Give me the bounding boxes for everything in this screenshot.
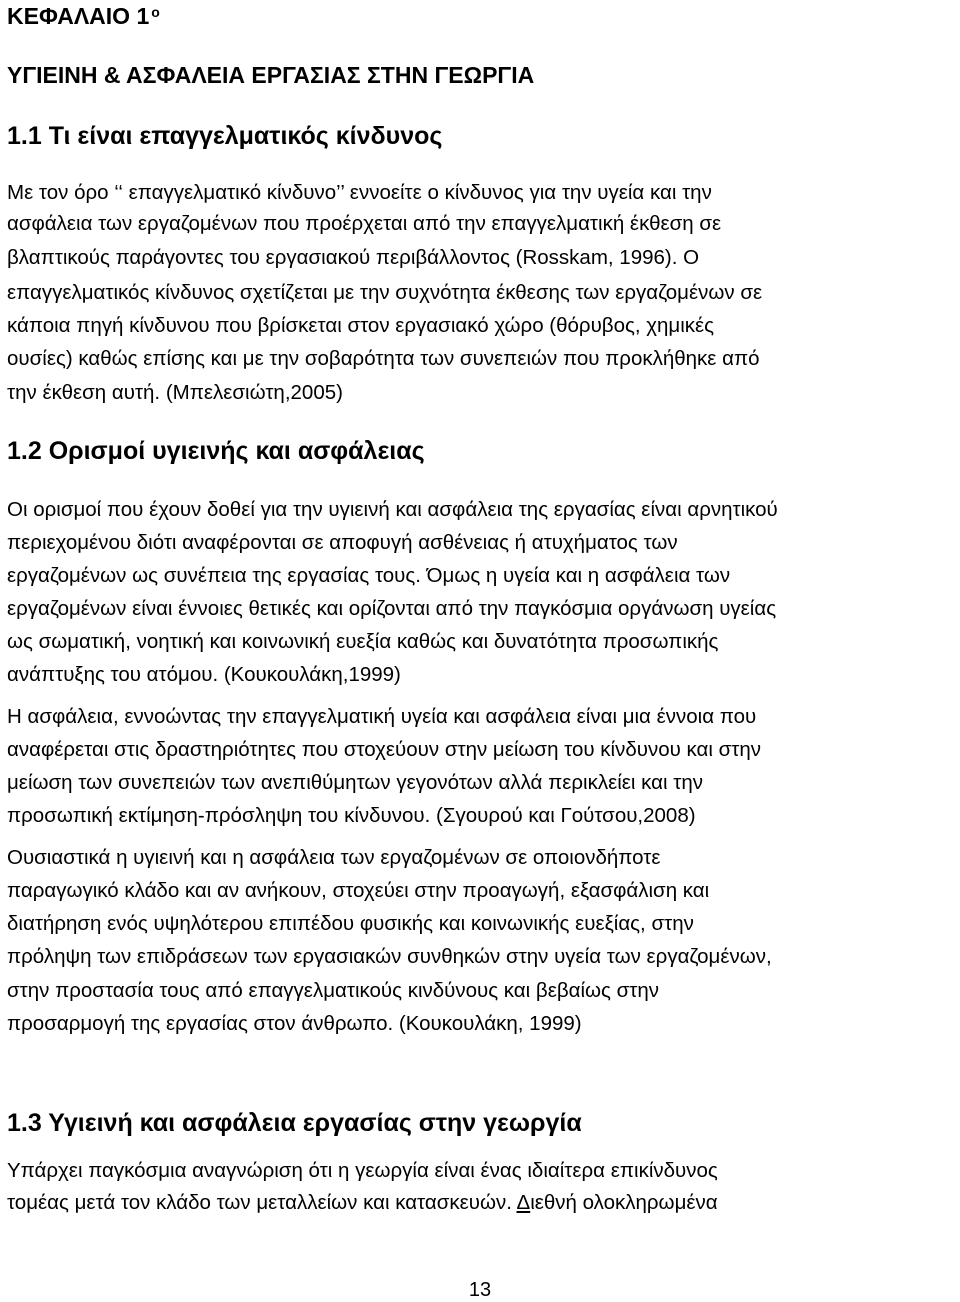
paragraph-line: αναφέρεται στις δραστηριότητες που στοχεύουν στην μείωση του κίνδυνου και στην bbox=[7, 738, 762, 761]
paragraph-line: βλαπτικούς παράγοντες του εργασιακού περιβάλλοντος (Rosskam, 1996). Ο bbox=[7, 246, 700, 269]
section-heading: 1.1 Τι είναι επαγγελματικός κίνδυνος bbox=[7, 122, 443, 150]
underlined-letter: Δ bbox=[516, 1191, 531, 1214]
paragraph-line: Η ασφάλεια, εννοώντας την επαγγελματική υγεία και ασφάλεια είναι μια έννοια που bbox=[7, 705, 757, 728]
page-number: 13 bbox=[468, 1279, 492, 1301]
paragraph-line: προσαρμογή της εργασίας στον άνθρωπο. (Κουκουλάκη, 1999) bbox=[7, 1012, 582, 1035]
paragraph-line-text: τομέας μετά τον κλάδο των μεταλλείων και κατασκευών. bbox=[7, 1191, 517, 1214]
paragraph-line: μείωση των συνεπειών των ανεπιθύμητων γεγονότων αλλά περικλείει και την bbox=[7, 771, 704, 794]
paragraph-line: Ουσιαστικά η υγιεινή και η ασφάλεια των εργαζομένων σε οποιονδήποτε bbox=[7, 846, 661, 869]
paragraph-line: Υπάρχει παγκόσμια αναγνώριση ότι η γεωργία είναι ένας ιδιαίτερα επικίνδυνος bbox=[7, 1159, 718, 1182]
paragraph-line: ουσίες) καθώς επίσης και με την σοβαρότητα των συνεπειών που προκλήθηκε από bbox=[7, 347, 760, 370]
paragraph-line: την έκθεση αυτή. (Μπελεσιώτη,2005) bbox=[7, 381, 343, 404]
chapter-subtitle: ΥΓΙΕΙΝΗ & ΑΣΦΑΛΕΙΑ ΕΡΓΑΣΙΑΣ ΣΤΗΝ ΓΕΩΡΓΙΑ bbox=[7, 62, 535, 88]
paragraph-line: Με τον όρο ‘‘ επαγγελματικό κίνδυνο’’ εννοείτε ο κίνδυνος για την υγεία και την bbox=[7, 181, 712, 204]
paragraph-line: επαγγελματικός κίνδυνος σχετίζεται με την συχνότητα έκθεσης των εργαζομένων σε bbox=[7, 281, 763, 304]
paragraph-line-text: ιεθνή ολοκληρωμένα bbox=[530, 1191, 718, 1214]
paragraph-line: κάποια πηγή κίνδυνου που βρίσκεται στον εργασιακό χώρο (θόρυβος, χημικές bbox=[7, 314, 715, 337]
chapter-title bbox=[7, 2, 160, 30]
paragraph-line: πρόληψη των επιδράσεων των εργασιακών συνθηκών στην υγεία των εργαζομένων, bbox=[7, 945, 772, 968]
chapter-title-superscript: ο bbox=[151, 4, 160, 20]
paragraph-line: εργαζομένων ως συνέπεια της εργασίας τους. Όμως η υγεία και η ασφάλεια των bbox=[7, 564, 731, 587]
paragraph-line: στην προστασία τους από επαγγελματικούς κινδύνους και βεβαίως στην bbox=[7, 979, 660, 1002]
paragraph-line: περιεχομένου διότι αναφέρονται σε αποφυγή ασθένειας ή ατυχήματος των bbox=[7, 531, 678, 554]
paragraph-line: εργαζομένων είναι έννοιες θετικές και ορίζονται από την παγκόσμια οργάνωση υγείας bbox=[7, 597, 777, 620]
paragraph-line: ασφάλεια των εργαζομένων που προέρχεται από την επαγγελματική έκθεση σε bbox=[7, 212, 722, 235]
paragraph-line: Οι ορισμοί που έχουν δοθεί για την υγιεινή και ασφάλεια της εργασίας είναι αρνητικού bbox=[7, 498, 778, 521]
paragraph-line: ως σωματική, νοητική και κοινωνική ευεξία καθώς και δυνατότητα προσωπικής bbox=[7, 630, 719, 653]
section-heading: 1.3 Υγιεινή και ασφάλεια εργασίας στην γεωργία bbox=[7, 1109, 582, 1137]
paragraph-line: ανάπτυξης του ατόμου. (Κουκουλάκη,1999) bbox=[7, 663, 401, 686]
chapter-title-text: ΚΕΦΑΛΑΙΟ 1 bbox=[7, 3, 150, 29]
section-heading: 1.2 Ορισμοί υγιεινής και ασφάλειας bbox=[7, 437, 425, 465]
paragraph-line bbox=[7, 1190, 718, 1216]
paragraph-line: διατήρηση ενός υψηλότερου επιπέδου φυσικής και κοινωνικής ευεξίας, στην bbox=[7, 912, 694, 935]
paragraph-line: παραγωγικό κλάδο και αν ανήκουν, στοχεύει στην προαγωγή, εξασφάλιση και bbox=[7, 879, 710, 902]
paragraph-line: προσωπική εκτίμηση-πρόσληψη του κίνδυνου. (Σγουρού και Γούτσου,2008) bbox=[7, 804, 696, 827]
